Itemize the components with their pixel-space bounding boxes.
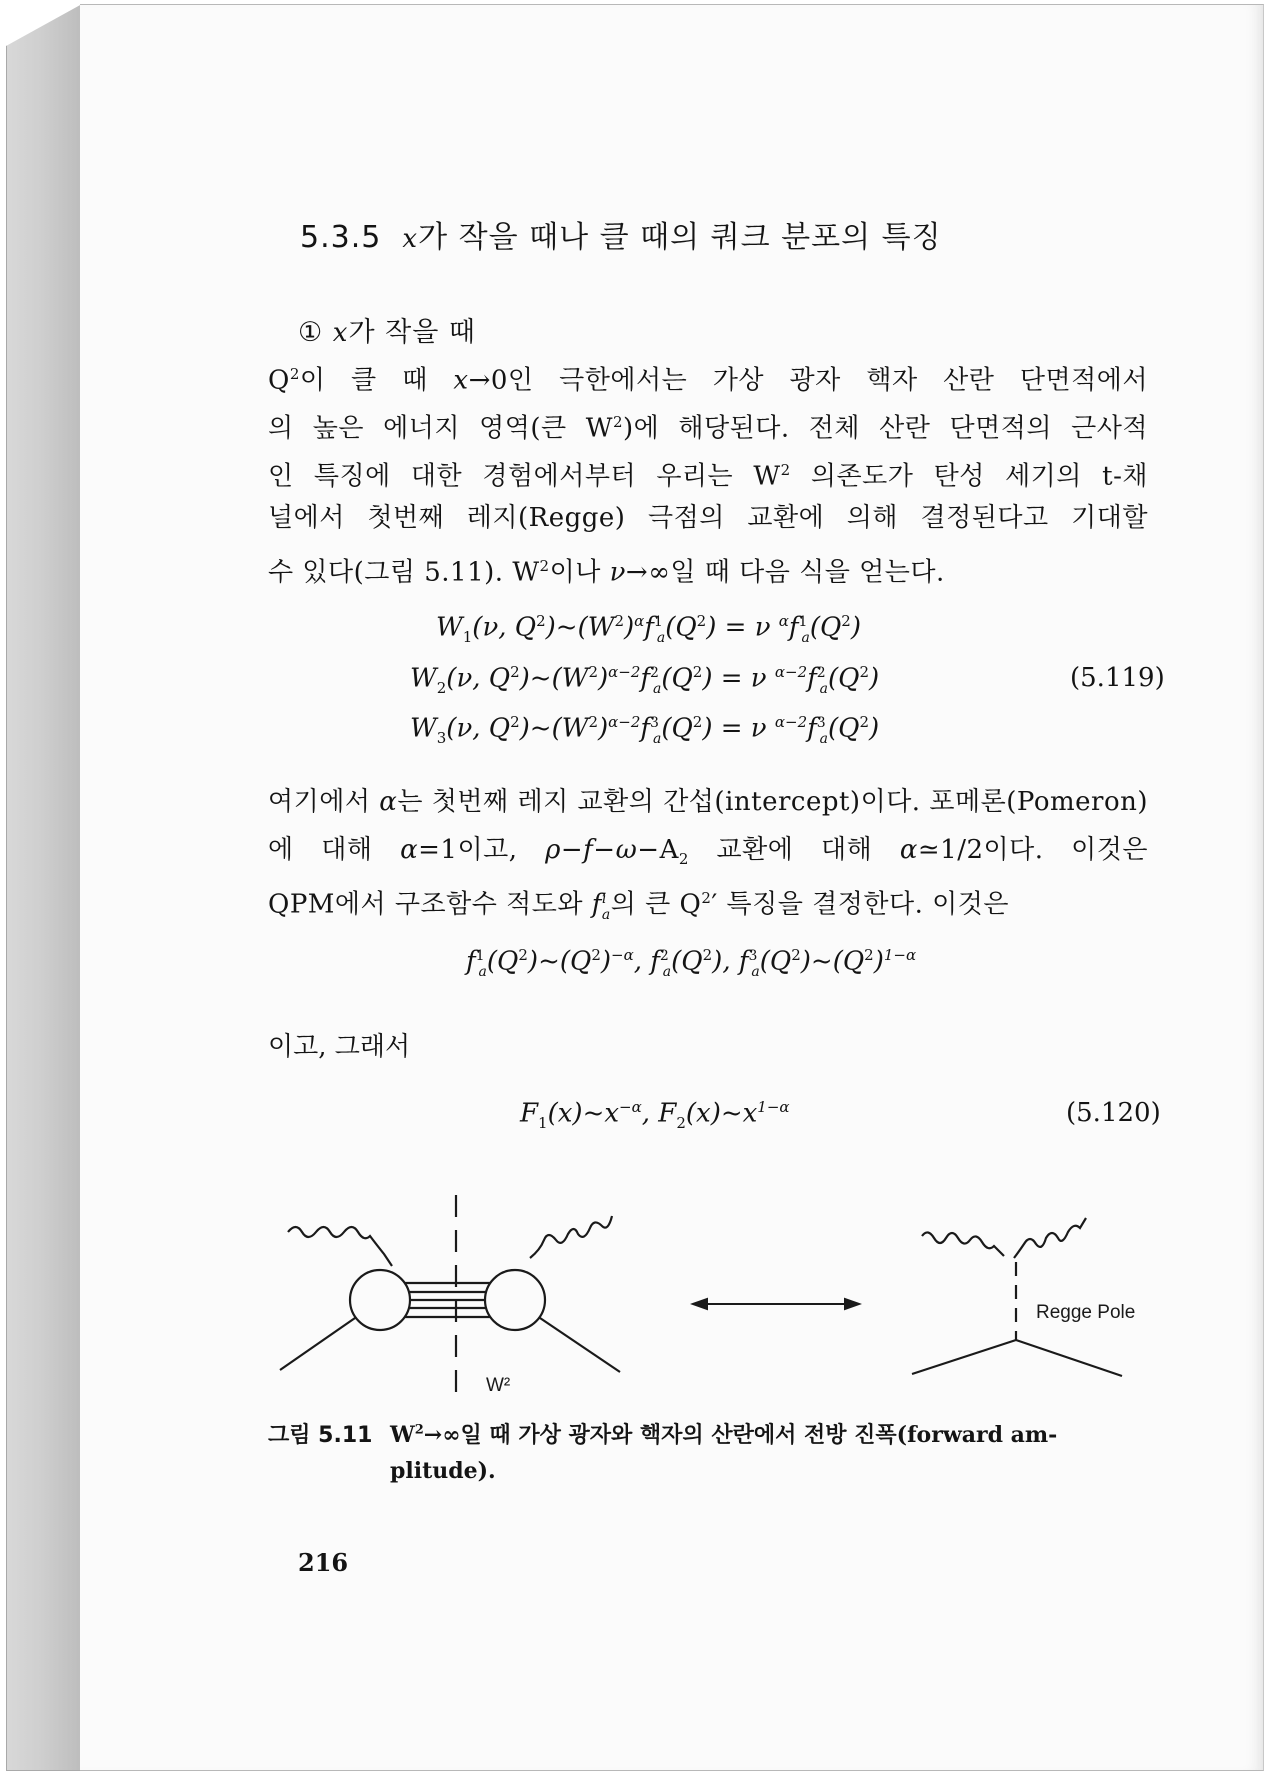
w2-label: W² [486, 1375, 511, 1396]
figure-caption-line-1: $W^2\to\infty$일 때 가상 광자와 핵자의 산란에서 전방 진폭(forward am- [390, 1422, 1058, 1448]
equation-inline: $f^1_a(Q^2)\sim(Q^2)^{-\alpha}$, $f^2_a(Q^2)$, $f^3_a(Q^2)\sim(Q^2)^{1-\alpha}$ [466, 946, 917, 980]
equation-number-5119: (5.119) [1070, 663, 1165, 693]
para2-line-2: 에 대해 α=1이고, $\rho-f-\omega-A_2$ 교환에 대해 α≃1/2이다. 이것은 [268, 835, 1148, 869]
forward-amplitude-diagram [280, 1195, 620, 1400]
paragraph-3: 이고, 그래서 [268, 1032, 411, 1062]
equivalence-arrow [693, 1299, 859, 1309]
para1-line-3: 인 특징에 대한 경험에서부터 우리는 $W^2$ 의존도가 탄성 세기의 t-채 [268, 461, 1148, 492]
regge-pole-label: Regge Pole [1036, 1302, 1136, 1323]
figure-caption-label: 그림 5.11 [268, 1423, 373, 1448]
heading-x: x [402, 224, 419, 254]
regge-nucleon-right [1016, 1340, 1122, 1376]
equation-5119-line-1: $W_1(\nu$, $Q^2)\sim(W^2)^\alpha f^1_a(Q^2) = \nu$ $^\alpha f^1_a(Q^2)$ [436, 612, 861, 646]
left-nucleon-line [280, 1318, 355, 1370]
left-incoming-photon [288, 1227, 392, 1266]
equation-5119-line-2: $W_2(\nu$, $Q^2)\sim(W^2)^{\alpha-2}f^2_a(Q^2) = \nu$ $^{\alpha-2}f^2_a(Q^2)$ [410, 663, 880, 697]
equation-5120: $F_1(x)\sim x^{-\alpha}$, $F_2(x)\sim x^{1-\alpha}$ [520, 1098, 790, 1132]
equation-5119-line-3: $W_3(\nu$, $Q^2)\sim(W^2)^{\alpha-2}f^3_a(Q^2) = \nu$ $^{\alpha-2}f^3_a(Q^2)$ [410, 713, 880, 747]
regge-incoming-photon [922, 1232, 1004, 1256]
para1-line-2: 의 높은 에너지 영역(큰 $W^2$)에 해당된다. 전체 산란 단면적의 근사적 [268, 413, 1148, 444]
equation-number-5120: (5.120) [1066, 1098, 1161, 1128]
left-outgoing-photon [530, 1216, 612, 1258]
regge-outgoing-photon [1014, 1218, 1086, 1258]
regge-nucleon-left [912, 1340, 1016, 1374]
regge-pole-diagram [912, 1218, 1122, 1376]
section-number: 5.3.5 [300, 220, 382, 255]
right-blob [485, 1270, 545, 1330]
para2-line-3: QPM에서 구조함수 적도와 $f^i_a$의 큰 $Q^2'$ 특징을 결정한다. 이것은 [268, 889, 1009, 923]
para1-line-4: 널에서 첫번째 레지(Regge) 극점의 교환에 의해 결정된다고 기대할 [268, 503, 1148, 533]
para1-line-1: $Q^2$이 클 때 x→0인 극한에서는 가상 광자 핵자 산란 단면적에서 [268, 365, 1148, 396]
page-number: 216 [298, 1548, 349, 1577]
subsection-heading: ① x가 작을 때 [298, 317, 476, 348]
right-nucleon-line [540, 1318, 620, 1372]
left-blob [350, 1270, 410, 1330]
subheading-x: x [332, 318, 349, 348]
figure-caption-line-2: plitude). [390, 1458, 496, 1484]
section-heading: 5.3.5 x가 작을 때나 클 때의 쿼크 분포의 특징 [300, 220, 942, 255]
para2-line-1: 여기에서 α는 첫번째 레지 교환의 간섭(intercept)이다. 포메론(Pomeron) [268, 787, 1148, 817]
para1-line-5: 수 있다(그림 5.11). $W^2$이나 ν→∞일 때 다음 식을 얻는다. [268, 557, 945, 588]
